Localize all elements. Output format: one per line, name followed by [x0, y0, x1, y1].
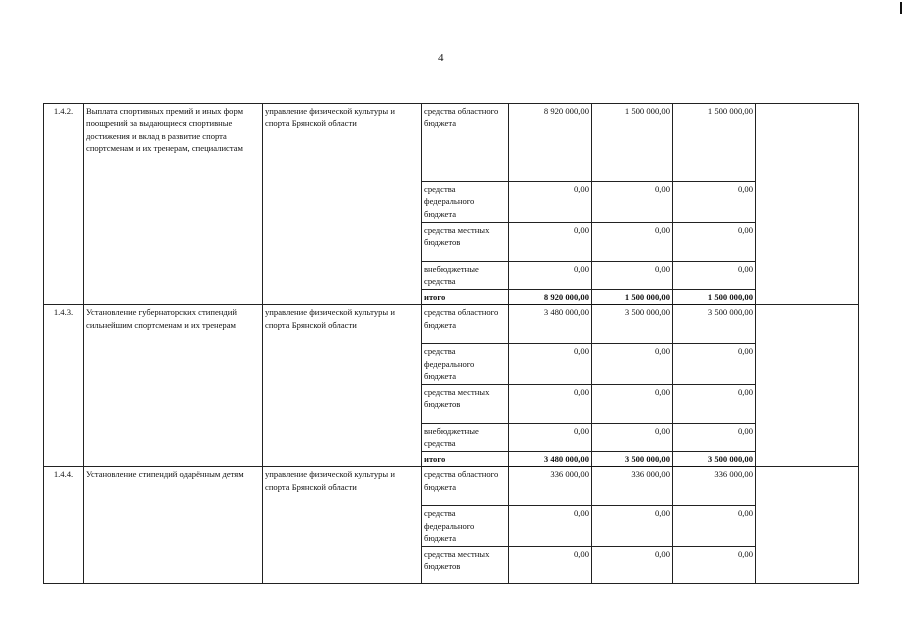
source-label: средства местных бюджетов: [422, 384, 509, 423]
value-year-3: 0,00: [673, 546, 756, 583]
table-row: [44, 305, 859, 344]
item-name: Установление губернаторских стипендий сильнейшим спортсменам и их тренерам: [84, 305, 263, 467]
source-label: итого: [422, 290, 509, 305]
source-label: средства местных бюджетов: [422, 223, 509, 262]
item-executor: управление физической культуры и спорта Брянской области: [263, 305, 422, 467]
table-row: [44, 104, 859, 182]
notes-cell: [756, 467, 859, 583]
value-year-3: 1 500 000,00: [673, 104, 756, 182]
item-executor: управление физической культуры и спорта Брянской области: [263, 104, 422, 305]
value-year-2: 0,00: [592, 182, 673, 223]
source-label: средства областного бюджета: [422, 467, 509, 506]
value-year-2: 1 500 000,00: [592, 104, 673, 182]
value-year-3: 0,00: [673, 223, 756, 262]
value-year-1: 0,00: [509, 506, 592, 546]
value-year-3: 1 500 000,00: [673, 290, 756, 305]
value-year-3: 0,00: [673, 384, 756, 423]
budget-table: [43, 103, 859, 584]
source-label: средства федерального бюджета: [422, 506, 509, 546]
value-year-2: 0,00: [592, 423, 673, 451]
value-year-1: 0,00: [509, 423, 592, 451]
value-year-3: 0,00: [673, 182, 756, 223]
value-year-2: 1 500 000,00: [592, 290, 673, 305]
value-year-1: 336 000,00: [509, 467, 592, 506]
value-year-1: 0,00: [509, 182, 592, 223]
item-number: 1.4.2.: [44, 104, 84, 305]
value-year-2: 0,00: [592, 384, 673, 423]
source-label: средства областного бюджета: [422, 104, 509, 182]
value-year-3: 0,00: [673, 423, 756, 451]
value-year-2: 0,00: [592, 546, 673, 583]
value-year-2: 3 500 000,00: [592, 451, 673, 466]
notes-cell: [756, 104, 859, 305]
table-row: [44, 467, 859, 506]
source-label: средства местных бюджетов: [422, 546, 509, 583]
value-year-1: 3 480 000,00: [509, 451, 592, 466]
value-year-3: 3 500 000,00: [673, 305, 756, 344]
value-year-1: 0,00: [509, 223, 592, 262]
notes-cell: [756, 305, 859, 467]
page-number: 4: [438, 52, 444, 64]
item-name: Выплата спортивных премий и иных форм поощрений за выдающиеся спортивные достижения и вклад в развитие спорта спортсменам и их тренерам, специалистам: [84, 104, 263, 305]
source-label: средства федерального бюджета: [422, 344, 509, 384]
source-label: средства федерального бюджета: [422, 182, 509, 223]
value-year-1: 0,00: [509, 384, 592, 423]
value-year-2: 0,00: [592, 344, 673, 384]
value-year-1: 0,00: [509, 546, 592, 583]
item-number: 1.4.3.: [44, 305, 84, 467]
value-year-1: 3 480 000,00: [509, 305, 592, 344]
source-label: внебюджетные средства: [422, 423, 509, 451]
scan-edge-mark: [900, 2, 902, 14]
value-year-1: 0,00: [509, 344, 592, 384]
value-year-2: 3 500 000,00: [592, 305, 673, 344]
source-label: средства областного бюджета: [422, 305, 509, 344]
item-name: Установление стипендий одарённым детям: [84, 467, 263, 583]
item-number: 1.4.4.: [44, 467, 84, 583]
value-year-2: 0,00: [592, 262, 673, 290]
value-year-3: 0,00: [673, 344, 756, 384]
value-year-2: 336 000,00: [592, 467, 673, 506]
value-year-3: 3 500 000,00: [673, 451, 756, 466]
value-year-1: 0,00: [509, 262, 592, 290]
item-executor: управление физической культуры и спорта Брянской области: [263, 467, 422, 583]
value-year-2: 0,00: [592, 223, 673, 262]
value-year-3: 0,00: [673, 506, 756, 546]
value-year-3: 336 000,00: [673, 467, 756, 506]
source-label: внебюджетные средства: [422, 262, 509, 290]
value-year-3: 0,00: [673, 262, 756, 290]
value-year-1: 8 920 000,00: [509, 290, 592, 305]
source-label: итого: [422, 451, 509, 466]
value-year-1: 8 920 000,00: [509, 104, 592, 182]
value-year-2: 0,00: [592, 506, 673, 546]
